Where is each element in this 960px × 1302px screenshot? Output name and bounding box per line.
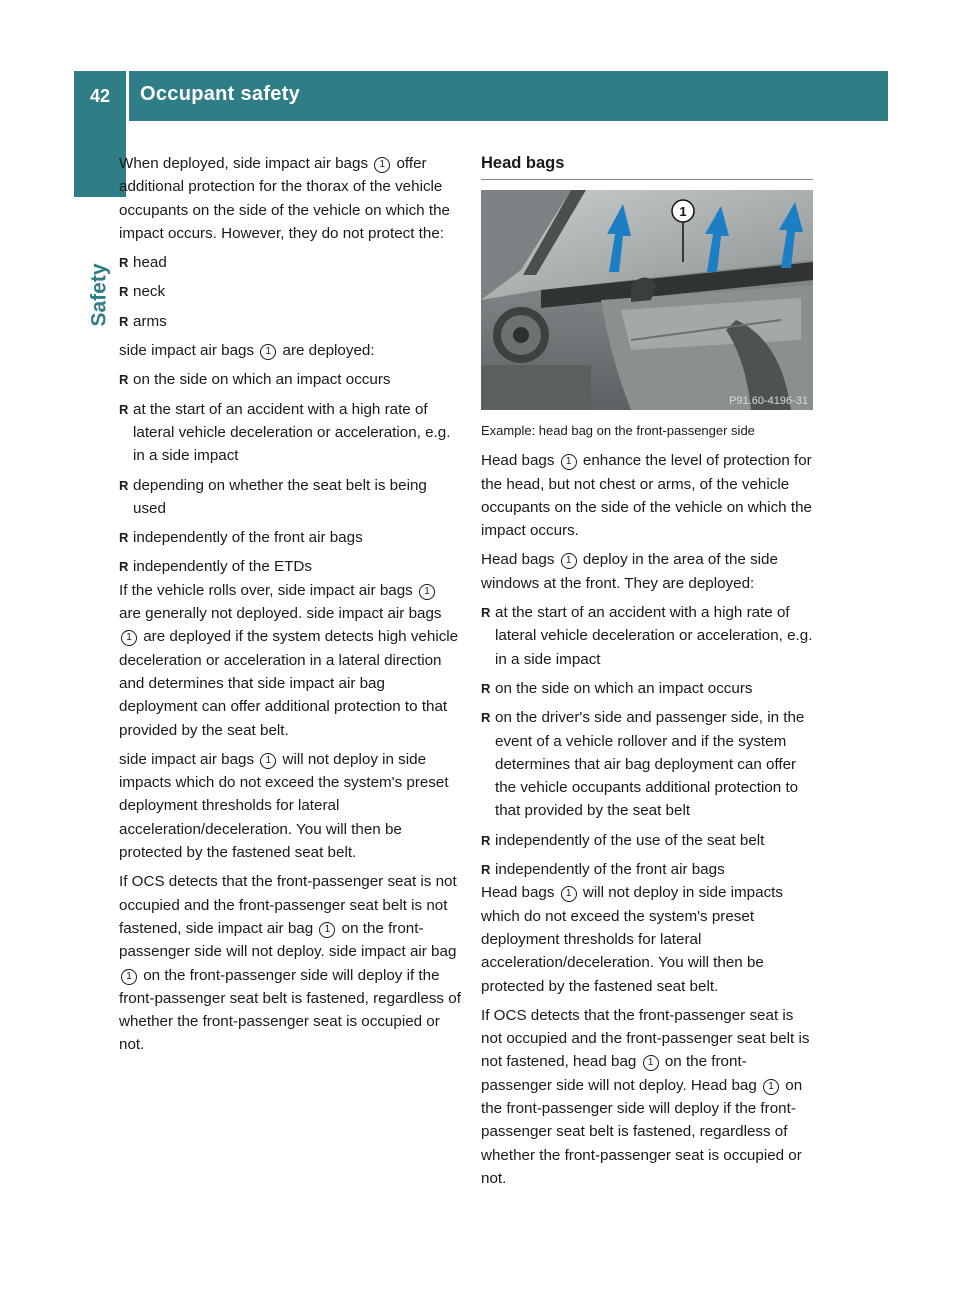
list-item: R independently of the front air bags — [481, 861, 725, 879]
callout-1: 1 — [561, 454, 577, 470]
head-bag-figure — [481, 190, 813, 410]
list-item: R arms — [119, 312, 167, 330]
callout-1: 1 — [561, 886, 577, 902]
page-number: 42 — [89, 85, 111, 106]
list-item: R head — [119, 254, 167, 272]
list-item: R independently of the ETDs — [119, 558, 312, 576]
figure-caption: Example: head bag on the front-passenger side — [481, 423, 755, 439]
list-item: R at the start of an accident with a high rate of lateral vehicle deceleration or acceleration, e.g. in a side impact — [481, 604, 813, 668]
list-item: R neck — [119, 283, 166, 301]
head-bags-p2: Head bags 1 deploy in the area of the side windows at the front. They are deployed: — [481, 551, 778, 592]
car-interior-illustration — [481, 190, 813, 410]
intro-paragraph: When deployed, side impact air bags 1 offer additional protection for the thorax of the vehicle occupants on the side of the vehicle on which the impact occurs. However, they do not protect the: — [119, 155, 450, 242]
list-item: R on the driver's side and passenger side, in the event of a vehicle rollover and if the system determines that air bag deployment can offer the vehicle occupants additional protection to that provided by the seat belt — [481, 709, 805, 820]
svg-text:1: 1 — [679, 204, 687, 220]
header-divider — [126, 71, 129, 121]
head-bags-p1: Head bags 1 enhance the level of protection for the head, but not chest or arms, of the vehicle occupants on the side of the vehicle on which the impact occurs. — [481, 452, 812, 540]
head-bags-deployed-list — [481, 601, 813, 881]
right-column — [481, 152, 813, 1190]
chapter-label: Safety — [88, 263, 111, 327]
callout-1: 1 — [260, 753, 276, 769]
list-item: R independently of the use of the seat belt — [481, 831, 765, 849]
list-item: R at the start of an accident with a high rate of lateral vehicle deceleration or acceleration, e.g. in a side impact — [119, 400, 451, 465]
callout-1: 1 — [121, 630, 137, 646]
callout-1: 1 — [319, 922, 335, 938]
list-item: R on the side on which an impact occurs — [481, 679, 753, 697]
chapter-tab — [82, 197, 118, 327]
list-item: R independently of the front air bags — [119, 529, 363, 547]
threshold-paragraph: side impact air bags 1 will not deploy in side impacts which do not exceed the system's preset deployment thresholds for lateral acceleration/deceleration. You will then be protected by the fastened seat belt. — [119, 750, 449, 862]
list-item: R depending on whether the seat belt is being used — [119, 476, 427, 517]
callout-1: 1 — [763, 1079, 779, 1095]
head-bags-p4: If OCS detects that the front-passenger seat is not occupied and the front-passenger seat belt is not fastened, head bag 1 on the front-passenger side will not deploy. Head bag 1 on the front-passenger side will deploy if the front-passenger seat belt is fastened, regardless of whether the front-passenger seat is occupied or not. — [481, 1006, 810, 1187]
svg-text:P91.60-4196-31: P91.60-4196-31 — [729, 395, 808, 408]
left-column — [119, 152, 461, 1057]
deployed-intro: side impact air bags 1 are deployed: — [119, 342, 375, 360]
section-title: Occupant safety — [140, 83, 301, 105]
ocs-paragraph: If OCS detects that the front-passenger seat is not occupied and the front-passenger seat belt is not fastened, side impact air bag 1 on the front-passenger side will not deploy. side impact air bag 1 on the front-passenger side will deploy if the front-passenger seat belt is fastened, regardless of whether the front-passenger seat is occupied or not. — [119, 873, 461, 1054]
callout-1: 1 — [561, 553, 577, 569]
head-bags-heading: Head bags — [481, 152, 813, 180]
callout-1: 1 — [419, 584, 435, 600]
callout-1: 1 — [374, 157, 390, 173]
rollover-paragraph: If the vehicle rolls over, side impact air bags 1 are generally not deployed. side impact air bags 1 are deployed if the system detects high vehicle deceleration or acceleration in a lateral direction and determines that side impact air bag deployment can offer additional protection to that provided by the seat belt. — [119, 581, 459, 739]
head-bags-p3: Head bags 1 will not deploy in side impacts which do not exceed the system's preset deployment thresholds for lateral acceleration/deceleration. You will then be protected by the fastened seat belt. — [481, 884, 783, 995]
callout-1: 1 — [260, 344, 276, 360]
callout-1: 1 — [121, 969, 137, 985]
callout-1: 1 — [643, 1055, 659, 1071]
not-protected-list — [119, 251, 461, 333]
list-item: R on the side on which an impact occurs — [119, 371, 391, 389]
deployed-list — [119, 368, 461, 578]
